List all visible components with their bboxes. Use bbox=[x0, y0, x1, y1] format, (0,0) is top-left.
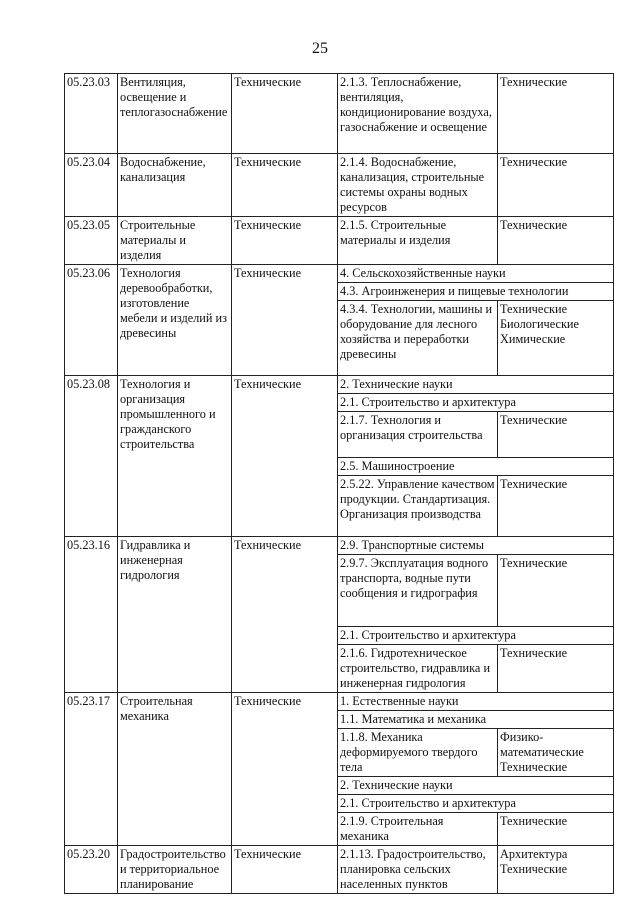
new-specialty: 4.3.4. Технологии, машины и оборудование для лесного хозяйства и переработки древесины bbox=[338, 301, 498, 376]
new-specialty: 2.1.3. Теплоснабжение, вентиляция, кондиционирование воздуха, газоснабжение и освещение bbox=[338, 74, 498, 154]
new-science-branch: Технические Биологические Химические bbox=[498, 301, 614, 376]
new-specialty: 1.1.8. Механика деформируемого твердого тела bbox=[338, 729, 498, 777]
specialty-code: 05.23.16 bbox=[65, 537, 118, 693]
new-science-branch: Технические bbox=[498, 217, 614, 265]
specialty-name: Вентиляция, освещение и теплогазоснабжение bbox=[118, 74, 232, 154]
new-specialty: 2.1.5. Строительные материалы и изделия bbox=[338, 217, 498, 265]
new-science-branch: Технические bbox=[498, 813, 614, 846]
new-specialty: 2.9.7. Эксплуатация водного транспорта, водные пути сообщения и гидрография bbox=[338, 555, 498, 627]
science-branch: Технические bbox=[232, 846, 338, 894]
science-branch: Технические bbox=[232, 217, 338, 265]
specialty-name: Гидравлика и инженерная гидрология bbox=[118, 537, 232, 693]
group-header: 2.1. Строительство и архитектура bbox=[338, 627, 614, 645]
science-branch: Технические bbox=[232, 376, 338, 537]
specialty-name: Градостроительство и территориальное планирование bbox=[118, 846, 232, 894]
table-row bbox=[65, 265, 614, 283]
specialty-code: 05.23.05 bbox=[65, 217, 118, 265]
new-science-branch: Технические bbox=[498, 154, 614, 217]
specialty-table bbox=[64, 73, 614, 894]
specialty-code: 05.23.08 bbox=[65, 376, 118, 537]
new-science-branch: Архитектура Технические bbox=[498, 846, 614, 894]
science-branch: Технические bbox=[232, 154, 338, 217]
new-science-branch: Физико-математические Технические bbox=[498, 729, 614, 777]
new-science-branch: Технические bbox=[498, 412, 614, 458]
new-specialty: 2.1.6. Гидротехническое строительство, гидравлика и инженерная гидрология bbox=[338, 645, 498, 693]
specialty-code: 05.23.03 bbox=[65, 74, 118, 154]
specialty-name: Строительная механика bbox=[118, 693, 232, 846]
group-header: 4.3. Агроинженерия и пищевые технологии bbox=[338, 283, 614, 301]
group-header: 2. Технические науки bbox=[338, 777, 614, 795]
new-specialty: 2.1.9. Строительная механика bbox=[338, 813, 498, 846]
new-specialty: 2.1.4. Водоснабжение, канализация, строительные системы охраны водных ресурсов bbox=[338, 154, 498, 217]
specialty-code: 05.23.20 bbox=[65, 846, 118, 894]
new-science-branch: Технические bbox=[498, 74, 614, 154]
specialty-name: Строительные материалы и изделия bbox=[118, 217, 232, 265]
table-row bbox=[65, 537, 614, 555]
group-header: 2.1. Строительство и архитектура bbox=[338, 795, 614, 813]
science-branch: Технические bbox=[232, 74, 338, 154]
specialty-name: Технология деревообработки, изготовление мебели и изделий из древесины bbox=[118, 265, 232, 376]
page-number: 25 bbox=[312, 40, 328, 57]
new-science-branch: Технические bbox=[498, 476, 614, 537]
table-row bbox=[65, 217, 614, 265]
specialty-code: 05.23.17 bbox=[65, 693, 118, 846]
specialty-name: Технология и организация промышленного и гражданского строительства bbox=[118, 376, 232, 537]
table-row bbox=[65, 74, 614, 154]
new-specialty: 2.1.7. Технология и организация строительства bbox=[338, 412, 498, 458]
table-row bbox=[65, 846, 614, 894]
specialty-code: 05.23.04 bbox=[65, 154, 118, 217]
new-specialty: 2.1.13. Градостроительство, планировка сельских населенных пунктов bbox=[338, 846, 498, 894]
table-row bbox=[65, 376, 614, 394]
science-branch: Технические bbox=[232, 265, 338, 376]
group-header: 2.9. Транспортные системы bbox=[338, 537, 614, 555]
group-header: 1.1. Математика и механика bbox=[338, 711, 614, 729]
group-header: 1. Естественные науки bbox=[338, 693, 614, 711]
group-header: 2.1. Строительство и архитектура bbox=[338, 394, 614, 412]
specialty-code: 05.23.06 bbox=[65, 265, 118, 376]
science-branch: Технические bbox=[232, 693, 338, 846]
table-row bbox=[65, 693, 614, 711]
new-science-branch: Технические bbox=[498, 645, 614, 693]
specialty-name: Водоснабжение, канализация bbox=[118, 154, 232, 217]
group-header: 4. Сельскохозяйственные науки bbox=[338, 265, 614, 283]
new-science-branch: Технические bbox=[498, 555, 614, 627]
new-specialty: 2.5.22. Управление качеством продукции. Стандартизация. Организация производства bbox=[338, 476, 498, 537]
group-header: 2. Технические науки bbox=[338, 376, 614, 394]
group-header: 2.5. Машиностроение bbox=[338, 458, 614, 476]
science-branch: Технические bbox=[232, 537, 338, 693]
table-row bbox=[65, 154, 614, 217]
